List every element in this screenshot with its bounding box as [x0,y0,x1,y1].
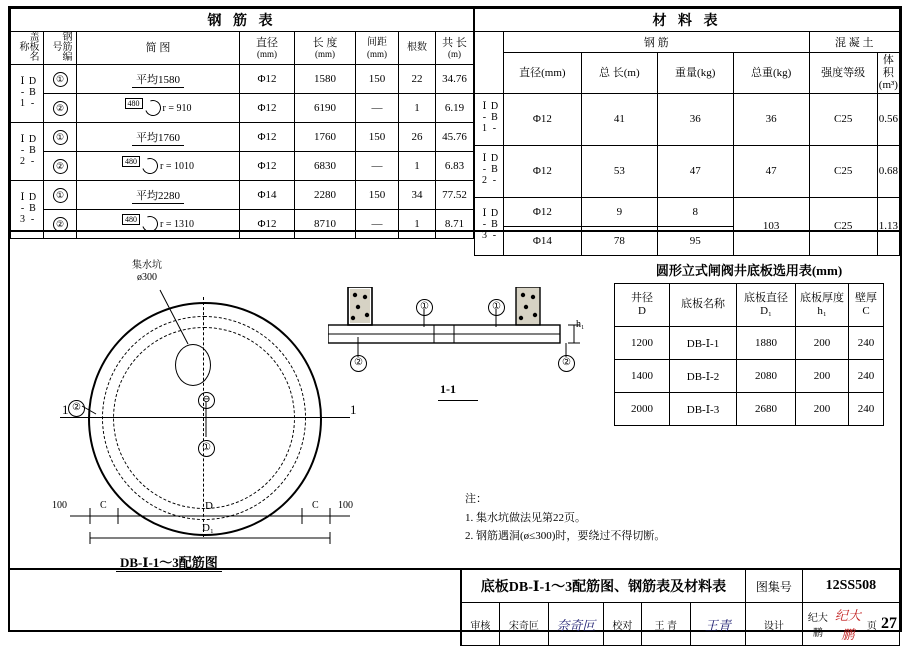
design-signature: 纪大鹏 [834,608,861,642]
review-label: 审核 [461,603,499,646]
bar-length: 6830 [295,152,356,181]
bar-diameter: Φ12 [240,65,295,94]
steel-bar-table [10,8,474,239]
bar-spacing: 150 [356,181,399,210]
group-name: DB-Ⅰ-1 [11,65,44,123]
cell-plate-thick: 200 [796,327,849,360]
bar-total: 45.76 [436,123,474,152]
group-name: DB-Ⅰ-1 [475,93,504,145]
section-mark-one-b: ① [488,299,505,316]
section-caption: 1-1 [440,382,456,396]
title-block-main [460,570,900,642]
col-total-length: 总 长(m) [581,53,657,94]
cell-plate-dia: 2680 [737,393,796,426]
notes-block [465,490,665,546]
bar-shape: 480 r = 1310 [77,210,240,239]
bar-length: 2280 [295,181,356,210]
note-item: 2. 钢筋遇洞(ø≤300)时，要绕过不得切断。 [465,530,666,543]
review-signature: 奈奇叵 [548,603,603,646]
col-diameter: 直径 (mm) [240,32,295,65]
mat-weight: 47 [657,145,733,197]
col-spacing: 间距 (mm) [356,32,399,65]
mat-weight: 36 [657,93,733,145]
mat-volume: 1.13 [877,197,899,255]
group-name: DB-Ⅰ-3 [11,181,44,239]
bar-no: ② [44,152,77,181]
title-block-left-blank [10,570,460,632]
section-drawing [328,287,608,407]
atlas-no: 12SS508 [802,570,899,603]
section-mark-one-a: ① [416,299,433,316]
design-label: 设计 [763,620,784,632]
sump-circle [175,344,211,386]
col-bar-no: 钢筋编号 [44,32,77,65]
col-plate-name: 盖板名称 [11,32,44,65]
col-well-dia: 井径 D [615,284,670,327]
col-grade: 强度等级 [809,53,877,94]
mat-diameter: Φ12 [503,197,581,226]
atlas-label: 图集号 [745,570,802,603]
bar-shape: 480 r = 1010 [77,152,240,181]
dim-c-right: C [312,500,319,511]
mat-total-weight: 36 [733,93,809,145]
cell-plate-thick: 200 [796,393,849,426]
col-volume: 体积(m³) [877,53,899,94]
bar-total: 6.83 [436,152,474,181]
section-mark-two-b: ② [558,355,575,372]
bar-count: 26 [399,123,436,152]
material-table [474,8,900,256]
col-plate-dia: 底板直径 D₁ [737,284,796,327]
section-mark-right: 1 [350,402,357,417]
bar-spacing: 150 [356,123,399,152]
table-row [615,393,884,426]
bar-shape: 平均2280 [77,181,240,210]
section-caption-underline [438,400,478,401]
cell-plate-name: DB-Ⅰ-3 [670,393,737,426]
bar-mark-two: ② [68,400,85,417]
title-block [10,568,900,642]
section-cut-line [60,417,350,418]
dim-d: D [205,500,213,512]
bar-diameter: Φ12 [240,210,295,239]
bar-spacing: 150 [356,65,399,94]
cell-wall-thick: 240 [849,327,884,360]
check-name: 王 青 [641,603,690,646]
col-length: 长 度 (mm) [295,32,356,65]
bar-length: 1580 [295,65,356,94]
bar-shape: 平均1580 [77,65,240,94]
bar-count: 1 [399,94,436,123]
bar-length: 1760 [295,123,356,152]
col-weight: 重量(kg) [657,53,733,94]
drawing-area [10,230,900,570]
mat-diameter: Φ14 [503,226,581,255]
note-item: 1. 集水坑做法见第22页。 [465,511,586,524]
mat-length: 41 [581,93,657,145]
bar-total: 8.71 [436,210,474,239]
group-name: DB-Ⅰ-2 [11,123,44,181]
col-total-length: 共 长 (m) [436,32,474,65]
cell-well-dia: 2000 [615,393,670,426]
bar-count: 1 [399,210,436,239]
bar-shape: 平均1760 [77,123,240,152]
mat-total-weight: 47 [733,145,809,197]
col-total-weight: 总重(kg) [733,53,809,94]
bar-mark-two-inner: ⊖ [198,392,215,409]
bar-spacing: — [356,94,399,123]
bar-total: 34.76 [436,65,474,94]
mat-grade: C25 [809,197,877,255]
section-mark-two-a: ② [350,355,367,372]
page-no: 27 [881,615,897,632]
bar-spacing: — [356,210,399,239]
group-steel: 钢 筋 [503,32,809,53]
bar-no: ② [44,210,77,239]
col-shape: 简 图 [77,32,240,65]
bar-spacing: — [356,152,399,181]
mat-diameter: Φ12 [503,145,581,197]
steel-table-title: 钢 筋 表 [11,9,474,32]
selection-table-title: 圆形立式闸阀井底板选用表(mm) [655,263,843,278]
drawing-name: 底板DB-Ⅰ-1～3配筋图、钢筋表及材料表 [461,570,745,603]
dim-d1: D₁ [202,522,214,534]
table-row [615,360,884,393]
selection-table [614,260,884,426]
mat-grade: C25 [809,145,877,197]
bar-no: ① [44,181,77,210]
bar-diameter: Φ12 [240,94,295,123]
bar-count: 1 [399,152,436,181]
bar-mark-one: ① [198,440,215,457]
dim-right-100: 100 [338,500,353,511]
bar-count: 22 [399,65,436,94]
cell-wall-thick: 240 [849,360,884,393]
bar-total: 6.19 [436,94,474,123]
bar-diameter: Φ12 [240,123,295,152]
cell-wall-thick: 240 [849,393,884,426]
plan-dimensions [50,492,360,552]
bar-no: ① [44,123,77,152]
mat-grade: C25 [809,93,877,145]
dim-left-100: 100 [52,500,67,511]
page-label: 页 [866,620,877,632]
mat-length: 78 [581,226,657,255]
col-plate-thick: 底板厚度 h₁ [796,284,849,327]
design-signature-cell [802,603,899,646]
plan-caption: DB-Ⅰ-1～3配筋图 [116,552,222,572]
col-count: 根数 [399,32,436,65]
mat-diameter: Φ12 [503,93,581,145]
drawing-sheet [8,6,902,642]
cell-plate-dia: 2080 [737,360,796,393]
table-row [615,327,884,360]
check-signature: 王青 [690,603,745,646]
cell-plate-name: DB-Ⅰ-2 [670,360,737,393]
group-concrete: 混 凝 土 [809,32,899,53]
bar-total: 77.52 [436,181,474,210]
mat-weight: 95 [657,226,733,255]
mat-weight: 8 [657,197,733,226]
dim-c-left: C [100,500,107,511]
review-name: 宋奇叵 [499,603,548,646]
hook-icon [139,155,160,176]
cell-plate-thick: 200 [796,360,849,393]
cell-plate-dia: 1880 [737,327,796,360]
design-cell [745,603,802,646]
bar-diameter: Φ14 [240,181,295,210]
bar-count: 34 [399,181,436,210]
cell-plate-name: DB-Ⅰ-1 [670,327,737,360]
col-plate-name [475,32,504,94]
section-mark-left: 1 [62,402,69,417]
mat-total-weight: 103 [733,197,809,255]
col-diameter: 直径(mm) [503,53,581,94]
design-name: 纪大鹏 [807,613,828,639]
hook-icon [142,97,163,118]
bar-shape: 480 r = 910 [77,94,240,123]
mat-volume: 0.68 [877,145,899,197]
group-name: DB-Ⅰ-3 [475,197,504,255]
group-name: DB-Ⅰ-2 [475,145,504,197]
col-wall-thick: 壁厚 C [849,284,884,327]
cell-well-dia: 1400 [615,360,670,393]
check-label: 校对 [603,603,641,646]
material-table-title: 材 料 表 [475,9,900,32]
bar-no: ① [44,65,77,94]
sump-label: 集水坑 ø300 [132,260,162,283]
mat-volume: 0.56 [877,93,899,145]
dim-h1: h₁ [576,319,585,330]
col-plate-name: 底板名称 [670,284,737,327]
mat-length: 9 [581,197,657,226]
cell-well-dia: 1200 [615,327,670,360]
notes-title: 注： [465,493,487,505]
bar-no: ② [44,94,77,123]
mat-length: 53 [581,145,657,197]
top-tables [10,8,900,247]
bar-length: 6190 [295,94,356,123]
bar-diameter: Φ12 [240,152,295,181]
section-view [328,287,608,407]
bar-length: 8710 [295,210,356,239]
